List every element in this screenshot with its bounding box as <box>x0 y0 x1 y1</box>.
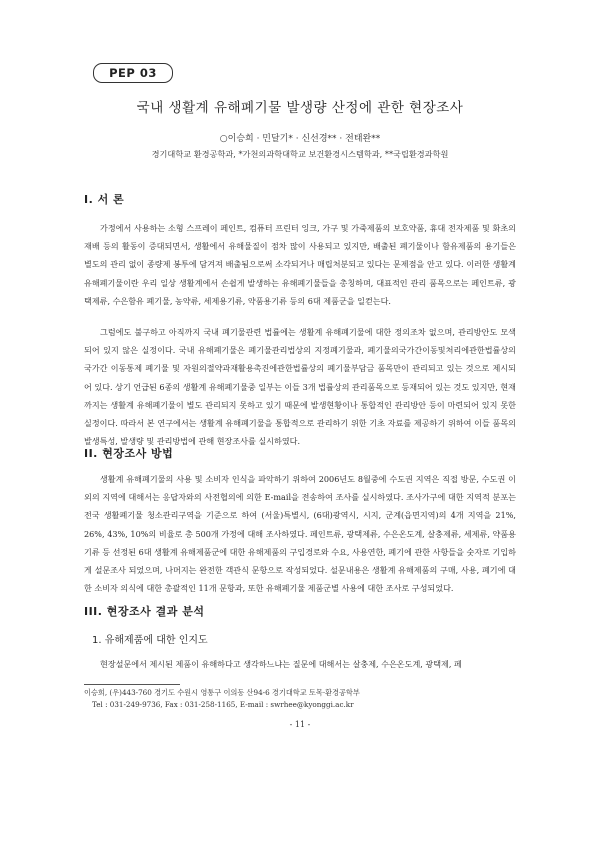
intro-paragraph-2: 그럼에도 불구하고 아직까지 국내 폐기물관련 법률에는 생활계 유해폐기물에 대한 정의조차 없으며, 관리방안도 모색되어 있지 않은 실정이다. 국내 유해폐기물은 폐기물관리법상의 지정폐기물과, 폐기물의국가간이동및처리에관한법률상의 국가간 이동통제 폐기물 및 자원의절약과재활용촉진에관한법률상의 폐기물부담금 품목만이 관리되고 있는 것으로 제시되어 있다. 상기 언급된 6종의 생활계 유해폐기물중 일부는 이들 3개 법률상의 관리품목으로 등재되어 있는 것도 있지만, 현재까지는 생활계 유해폐기물이 별도 관리되지 못하고 있기 때문에 발생현황이나 통합적인 관리방안 등이 마련되어 있지 못한 실정이다. 따라서 본 연구에서는 생활계 유해폐기물을 통합적으로 관리하기 위한 기초 자료를 제공하기 위하여 이들 품목의 발생특성, 발생량 및 관리방법에 관해 현장조사를 실시하였다. <box>84 327 516 447</box>
footnote-contact: Tel : 031-249-9736, Fax : 031-258-1165, E-mail : swrhee@kyonggi.ac.kr <box>92 700 354 709</box>
author-list: ○이승희 · 민달기* · 신선경** · 전태완** <box>219 134 381 144</box>
section-heading-results: III. 현장조사 결과 분석 <box>84 605 205 618</box>
subsection-heading-awareness: 1. 유해제품에 대한 인지도 <box>92 635 208 646</box>
footnote-address: 이승희, (우)443-760 경기도 수원시 영통구 이의동 산94-6 경기대학교 토목·환경공학부 <box>84 688 360 697</box>
method-paragraph-1: 생활계 유해폐기물의 사용 및 소비자 인식을 파악하기 위하여 2006년도 8월중에 수도권 지역은 직접 방문, 수도권 이외의 지역에 대해서는 응답자와의 사전협의에 의한 E-mail을 전송하여 조사를 실시하였다. 조사가구에 대한 지역적 분포는 전국 생활폐기물 청소관리구역을 기준으로 하여 (서울)특별시, (6대)광역시, 시지, 군계(읍면지역)의 4개 지역을 21%, 26%, 43%, 10%의 비율로 총 500개 가정에 대해 조사하였다. 페인트류, 광택제류, 수은온도계, 살충제류, 세제류, 약품용기류 등 선정된 6대 생활계 유해제품군에 대한 유해제품의 구입경로와 수요, 사용연한, 폐기에 관한 사항들을 숫자로 기입하게 설문조사 되었으며, 나머지는 완전한 객관식 문항으로 작성되었다. 설문내용은 생활계 유해제품의 구매, 사용, 폐기에 대한 소비자 의식에 대한 총괄적인 11개 문항과, 또한 유해폐기물 제품군별 사용에 대한 조사로 구성되었다. <box>84 474 517 594</box>
footnote-divider <box>84 684 180 685</box>
affiliations: 경기대학교 환경공학과, *가천의과학대학교 보건환경시스템학과, **국립환경과학원 <box>151 149 449 159</box>
session-badge: PEP 03 <box>93 63 173 83</box>
intro-paragraph-1: 가정에서 사용하는 소형 스프레이 페인트, 컴퓨터 프린터 잉크, 가구 및 가죽제품의 보호약품, 휴대 전자제품 및 화초의 재배 등의 활동이 증대되면서, 생활에서 유해물질이 점차 많이 사용되고 있지만, 배출된 폐기물이나 함유제품의 용기들은 별도의 관리 없이 종량제 봉투에 담겨져 배출됨으로써 소각되거나 매립처분되고 있다는 문제점을 안고 있다. 이러한 생활계 유해폐기물이란 우리 일상 생활계에서 손쉽게 발생하는 유해폐기물들을 총칭하며, 대표적인 관리 품목으로는 페인트류, 광택제류, 수은함유 폐기물, 농약류, 세제용기류, 약품용기류 등의 6대 제품군을 일컫는다. <box>84 223 516 306</box>
section-heading-intro: I. 서 론 <box>84 193 125 206</box>
results-paragraph-1: 현장설문에서 제시된 제품이 유해하다고 생각하느냐는 질문에 대해서는 살충제, 수은온도계, 광택제, 페 <box>100 659 462 669</box>
page-number: - 11 - <box>289 720 311 729</box>
section-heading-method: II. 현장조사 방법 <box>84 447 174 460</box>
paper-title: 국내 생활계 유해폐기물 발생량 산정에 관한 현장조사 <box>136 100 464 116</box>
